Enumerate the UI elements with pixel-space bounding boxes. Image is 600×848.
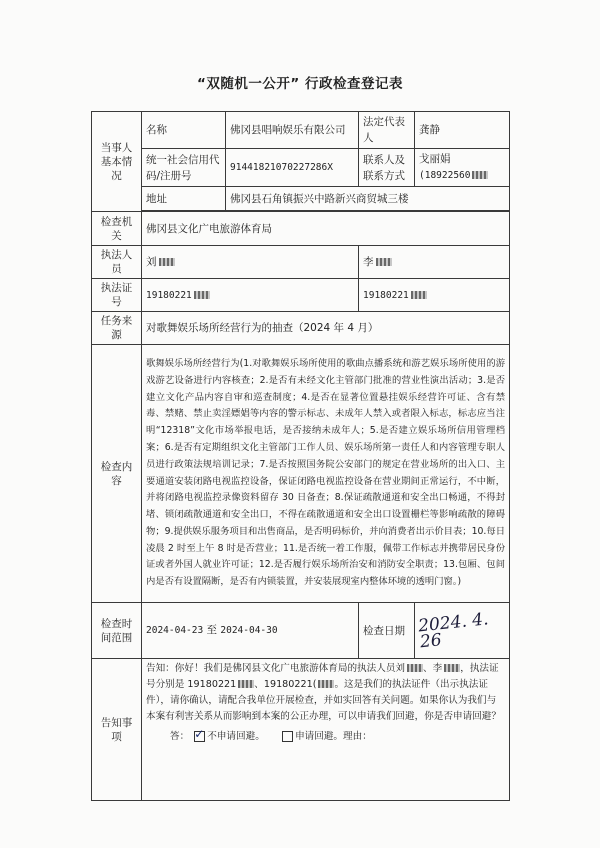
inspection-content: 歌舞娱乐场所经营行为(1.对歌舞娱乐场所使用的歌曲点播系统和游艺娱乐场所使用的游戏游艺设备进行内容核查；2.是否有未经文化主管部门批准的营业性演出活动；3.是否建立文化产品内容自审和巡查制度；4.是否在显著位置悬挂娱乐经营许可证、含有禁毒、禁赌、禁止卖淫嫖娼等内容的警示标志、未成年人禁入或者限入标志，标志应当注明“12318”文化市场举报电话，是否接纳未成年人；5.是否建立娱乐场所信用管理档案；6.是否有定期组织文化主管部门工作人员、娱乐场所第一责任人和内容管理专职人员进行政策法规培训记录；7.是否按照国务院公安部门的规定在营业场所的出入口、主要通道安装闭路电视监控设备，保证闭路电视监控设备在营业期间正常运行，不中断，并将闭路电视监控录像资料留存 30 日备查；8.保证疏散通道和安全出口畅通，不得封堵、锁闭疏散通道和安全出口，不得在疏散通道和安全出口设置栅栏等影响疏散的障碍物；9.提供娱乐服务项目和出售商品，是否明码标价，并向消费者出示价目表；10.每日凌晨 2 时至上午 8 时是否营业；11.是否统一着工作服，佩带工作标志并携带居民身份证或者外国人就业许可证；12.是否履行娱乐场所治安和消防安全职责；13.包厢、包间内是否有设置隔断，是否有内锁装置，并安装展现室内整体环境的透明门窗。) <box>142 345 510 603</box>
credit-code-label: 统一社会信用代码/注册号 <box>142 149 226 187</box>
time-range-separator: 至 <box>206 624 218 636</box>
certificates-label: 执法证号 <box>92 279 142 312</box>
redaction-mark <box>376 258 392 266</box>
time-range-value <box>142 603 359 659</box>
party-section-label: 当事人基本情况 <box>92 112 142 212</box>
officer-1-cell <box>142 246 359 279</box>
answer-line <box>146 729 505 745</box>
inspect-date-cell <box>415 603 510 659</box>
notice-text-2: 、李 <box>423 663 443 674</box>
task-label: 任务来源 <box>92 312 142 345</box>
legal-rep-value: 龚静 <box>415 112 510 149</box>
page-title: “双随机一公开” 行政检查登记表 <box>197 76 403 92</box>
notice-text-3: ，执法证号分别是 19180221 <box>146 663 499 690</box>
officer-2-cell <box>359 246 510 279</box>
agency-value: 佛冈县文化广电旅游体育局 <box>142 212 510 246</box>
redaction-mark <box>444 664 460 672</box>
redaction-mark <box>411 291 427 299</box>
cert-1-cell <box>142 279 359 312</box>
redaction-mark <box>238 680 254 688</box>
legal-rep-label: 法定代表人 <box>359 112 415 149</box>
notice-content <box>142 659 510 801</box>
redaction-mark <box>159 258 175 266</box>
redaction-mark <box>318 680 334 688</box>
name-label: 名称 <box>142 112 226 149</box>
agency-label: 检查机关 <box>92 212 142 246</box>
officers-label: 执法人员 <box>92 246 142 279</box>
contact-label: 联系人及联系方式 <box>359 149 415 187</box>
checkbox-no-recusal[interactable] <box>194 731 205 742</box>
redaction-mark <box>472 171 488 179</box>
option-no-recusal-label: 不申请回避。 <box>207 731 265 742</box>
redaction-mark <box>407 664 423 672</box>
notice-text-1: 告知：你好！我们是佛冈县文化广电旅游体育局的执法人员刘 <box>146 663 406 674</box>
contact-name: 戈丽娟 <box>419 153 451 165</box>
address-value: 佛冈县石角镇振兴中路新兴商贸城三楼 <box>226 187 510 211</box>
inspect-date-label: 检查日期 <box>359 603 415 659</box>
credit-code-value: 91441821070227286X <box>226 149 359 187</box>
option-recusal-label: 申请回避。理由： <box>295 731 372 742</box>
checkbox-recusal[interactable] <box>282 731 293 742</box>
time-range-end: 2024-04-30 <box>220 625 278 636</box>
inspection-form <box>91 111 510 801</box>
officer-1: 刘 <box>146 256 157 268</box>
task-value: 对歌舞娱乐场所经营行为的抽查（2024 年 4 月） <box>142 312 510 345</box>
contact-phone: (18922560 <box>419 170 471 181</box>
company-name: 佛冈县唱响娱乐有限公司 <box>226 112 359 149</box>
officer-2: 李 <box>363 256 374 268</box>
time-range-start: 2024-04-23 <box>146 625 204 636</box>
cert-2: 19180221 <box>363 289 409 301</box>
cert-2-cell <box>359 279 510 312</box>
notice-label: 告知事项 <box>92 659 142 801</box>
inspect-date-value: 2024. 4. 26 <box>417 608 490 652</box>
cert-1: 19180221 <box>146 289 192 301</box>
notice-text-4: 、19180221( <box>254 679 317 690</box>
time-range-label: 检查时间范围 <box>92 603 142 659</box>
notice-text-5: 。这是我们的执法证件（出示执法证件），请你确认，请配合我单位开展检查，并如实回答有关问题。如果你认为我们与本案有利害关系从而影响到本案的公正办理，可以申请我们回避，你是否申请回避？ <box>146 679 501 722</box>
answer-prefix: 答： <box>170 731 190 742</box>
inspection-label: 检查内容 <box>92 345 142 603</box>
redaction-mark <box>194 291 210 299</box>
contact-cell <box>415 149 510 187</box>
address-label: 地址 <box>142 187 226 211</box>
